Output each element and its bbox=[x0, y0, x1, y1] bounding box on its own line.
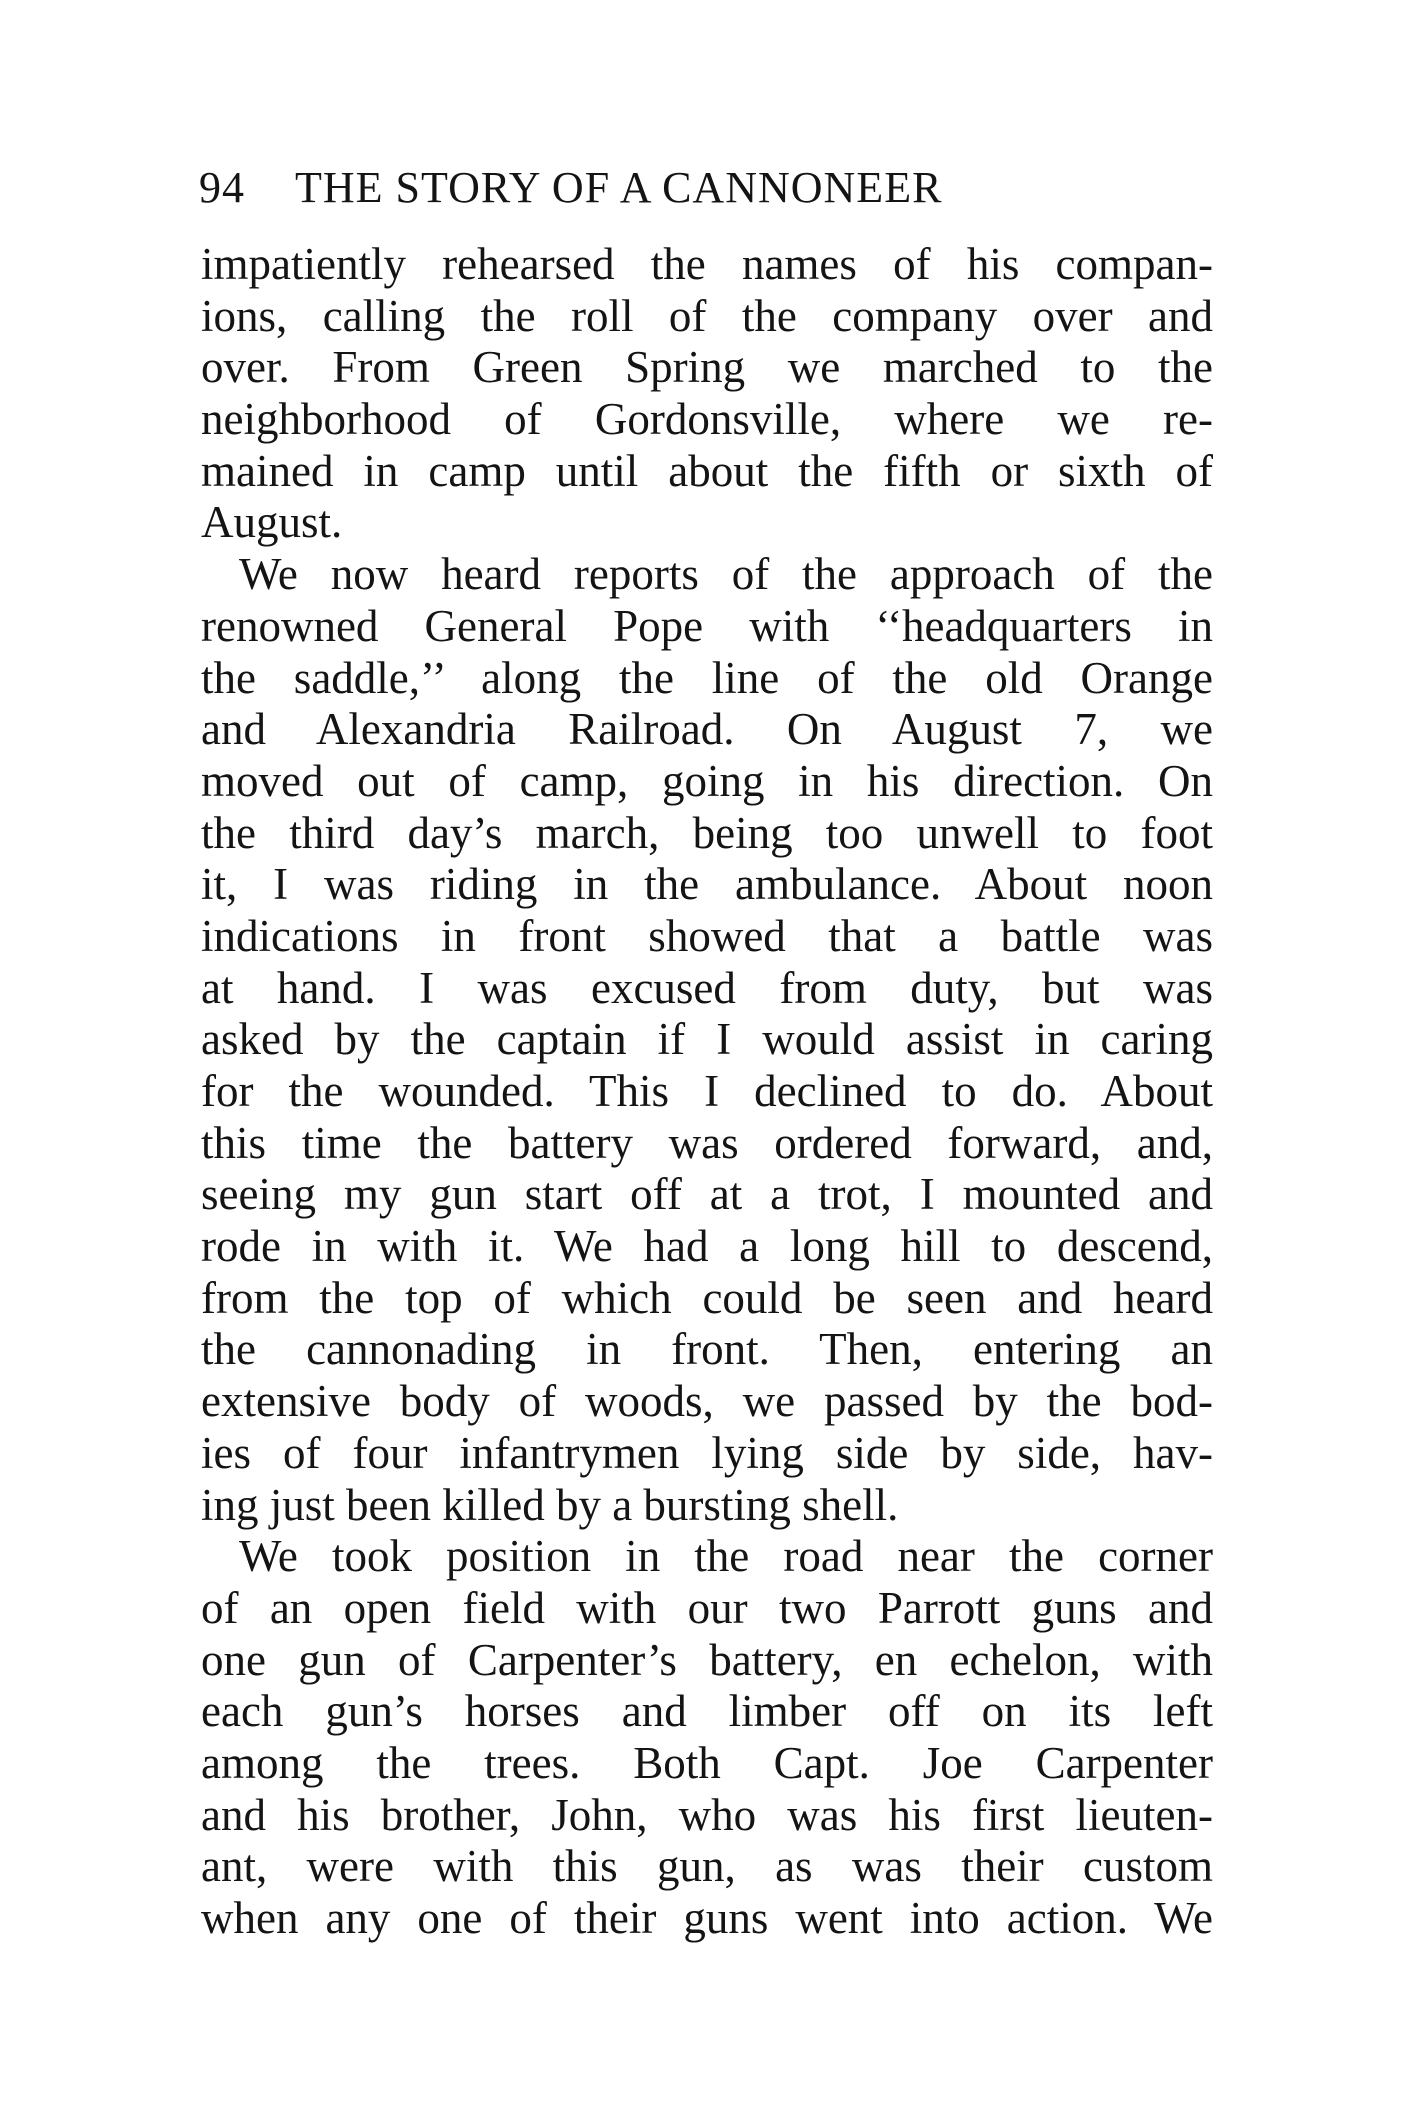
text-line: of an open field with our two Parrott guns and bbox=[201, 1582, 1213, 1633]
text-line: neighborhood of Gordonsville, where we re- bbox=[201, 394, 1213, 445]
text-line: among the trees. Both Capt. Joe Carpenter bbox=[201, 1737, 1213, 1788]
page-header bbox=[199, 158, 1219, 218]
text-line: the cannonading in front. Then, entering an bbox=[201, 1324, 1213, 1375]
text-line: and Alexandria Railroad. On August 7, we bbox=[201, 704, 1213, 755]
text-line: when any one of their guns went into action. We bbox=[201, 1893, 1213, 1943]
text-line: ant, were with this gun, as was their custom bbox=[201, 1841, 1213, 1892]
text-line: for the wounded. This I declined to do. About bbox=[201, 1066, 1213, 1116]
text-line: it, I was riding in the ambulance. About noon bbox=[201, 859, 1213, 910]
text-line: this time the battery was ordered forward, and, bbox=[201, 1117, 1213, 1168]
paragraph bbox=[201, 1531, 1213, 1945]
text-line: impatiently rehearsed the names of his compan- bbox=[201, 239, 1213, 289]
text-line: ions, calling the roll of the company over and bbox=[201, 290, 1213, 341]
text-line: from the top of which could be seen and heard bbox=[201, 1272, 1213, 1323]
text-line: August. bbox=[201, 497, 343, 548]
text-line: ies of four infantrymen lying side by side, hav- bbox=[201, 1427, 1213, 1478]
text-line: moved out of camp, going in his direction. On bbox=[201, 755, 1213, 806]
text-line: at hand. I was excused from duty, but was bbox=[201, 962, 1213, 1013]
text-line: the third day’s march, being too unwell to foot bbox=[201, 807, 1213, 858]
text-line: mained in camp until about the fifth or sixth of bbox=[201, 445, 1213, 496]
text-line: and his brother, John, who was his first lieuten- bbox=[201, 1789, 1213, 1840]
text-line: We now heard reports of the approach of the bbox=[239, 549, 1213, 600]
text-line: over. From Green Spring we marched to the bbox=[201, 342, 1213, 393]
text-line: We took position in the road near the corner bbox=[239, 1531, 1213, 1582]
text-line: extensive body of woods, we passed by the bod- bbox=[201, 1376, 1213, 1427]
text-line: asked by the captain if I would assist in caring bbox=[201, 1014, 1213, 1065]
text-line: indications in front showed that a battle was bbox=[201, 910, 1213, 961]
text-line: renowned General Pope with ‘‘headquarters in bbox=[201, 600, 1213, 651]
text-line: the saddle,’’ along the line of the old Orange bbox=[201, 652, 1213, 703]
text-line: one gun of Carpenter’s battery, en echelon, with bbox=[201, 1634, 1213, 1685]
text-line: ing just been killed by a bursting shell. bbox=[201, 1479, 899, 1530]
text-line: rode in with it. We had a long hill to descend, bbox=[201, 1221, 1213, 1272]
paragraph bbox=[201, 239, 1213, 549]
page-number: 94 bbox=[199, 163, 245, 212]
body-text bbox=[201, 239, 1213, 1945]
running-title: THE STORY OF A CANNONEER bbox=[295, 163, 943, 212]
paragraph bbox=[201, 549, 1213, 1531]
text-line: seeing my gun start off at a trot, I mounted and bbox=[201, 1169, 1213, 1220]
text-line: each gun’s horses and limber off on its left bbox=[201, 1686, 1213, 1737]
